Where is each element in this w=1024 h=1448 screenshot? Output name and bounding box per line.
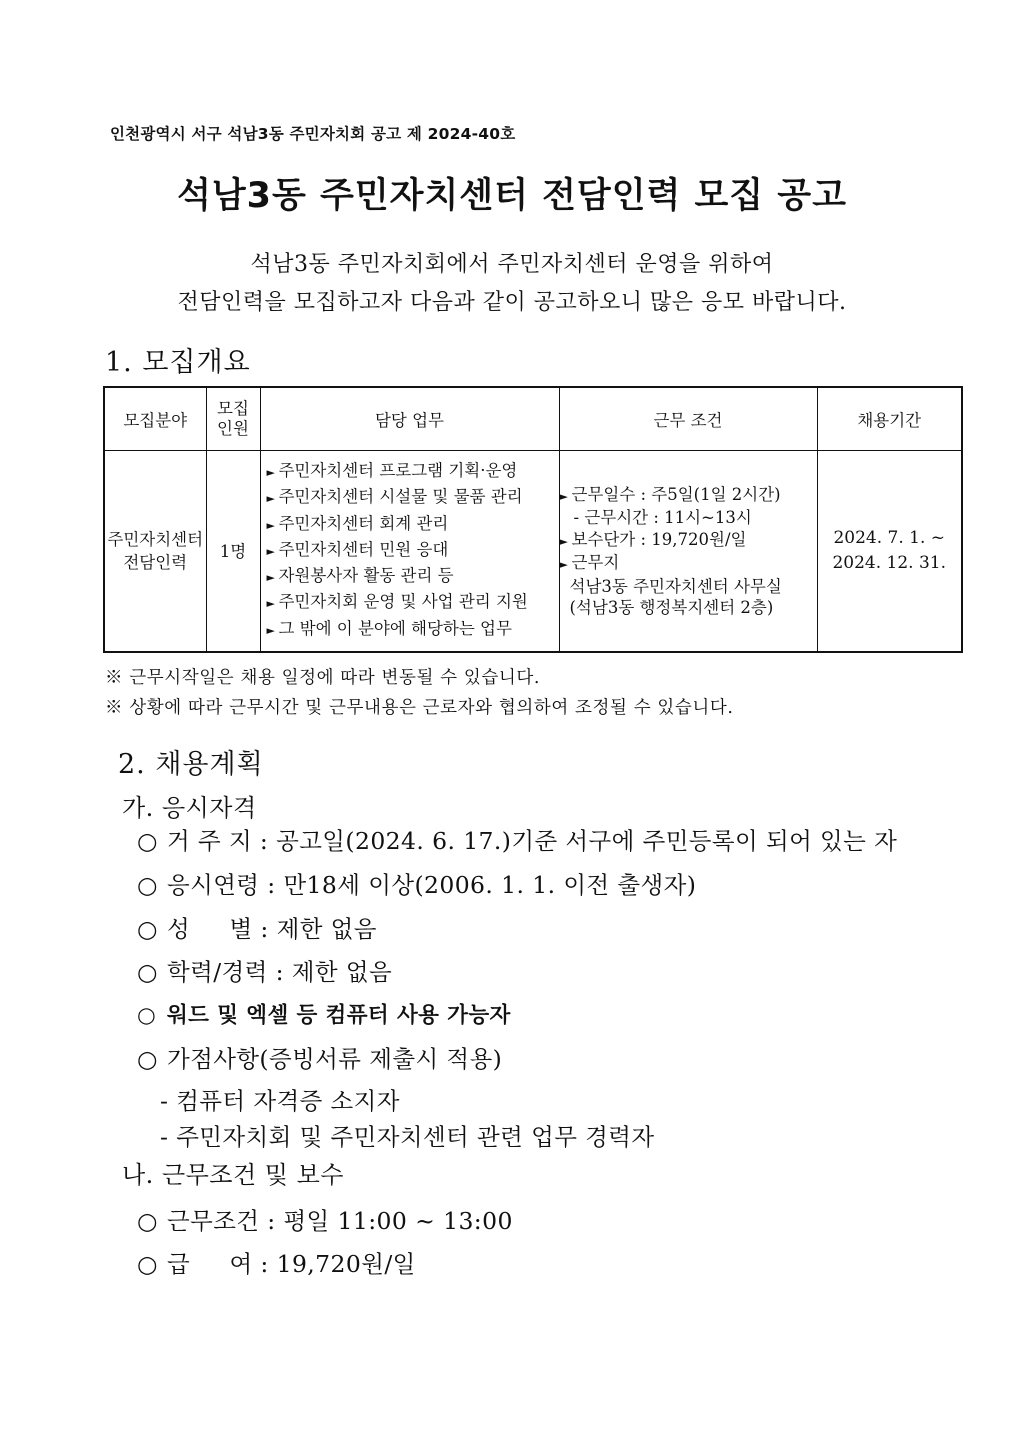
list-item	[137, 866, 696, 900]
list-item	[137, 953, 392, 987]
list-item: - 컴퓨터 자격증 소지자	[160, 1087, 400, 1115]
list-item	[137, 1245, 416, 1279]
circle-bullet-icon: ○	[137, 958, 158, 986]
circle-bullet-icon: ○	[137, 1207, 158, 1235]
list-item	[137, 998, 511, 1029]
list-item	[137, 1202, 513, 1236]
document-title: 석남3동 주민자치센터 전담인력 모집 공고	[177, 176, 847, 216]
table-row	[104, 451, 962, 653]
header-count	[206, 387, 260, 451]
list-item: ► 그 밖에 이 분야에 해당하는 업무	[267, 617, 555, 643]
circle-bullet-icon: ○	[137, 1250, 158, 1278]
cell-conditions	[559, 451, 817, 653]
list-item	[137, 1040, 502, 1074]
list-item: ► 주민자치회 운영 및 사업 관리 지원	[267, 590, 555, 616]
list-item: ► 주민자치센터 시설물 및 물품 관리	[267, 485, 555, 511]
list-item: ► 자원봉사자 활동 관리 등	[267, 564, 555, 590]
list-item: ► 주민자치센터 프로그램 기획·운영	[267, 459, 555, 485]
cell-count: 1명	[206, 451, 260, 653]
section2-heading: 2. 채용계획	[118, 749, 264, 780]
section1-heading: 1. 모집개요	[105, 347, 251, 378]
list-item: ► 주민자치센터 회계 관리	[267, 512, 555, 538]
item-text: 워드 및 엑셀 등 컴퓨터 사용 가능자	[167, 1003, 511, 1028]
note-1: ※ 근무시작일은 채용 일정에 따라 변동될 수 있습니다.	[105, 668, 541, 688]
cell-field	[104, 451, 206, 653]
notice-number: 인천광역시 서구 석남3동 주민자치회 공고 제 2024-40호	[110, 125, 516, 143]
subsection-conditions-heading: 나. 근무조건 및 보수	[122, 1161, 344, 1189]
header-field: 모집분야	[104, 387, 206, 451]
field-line1: 주민자치센터	[107, 530, 204, 549]
condition-hours: - 근무시간 : 11시~13시	[573, 508, 752, 527]
header-duties: 담당 업무	[260, 387, 559, 451]
item-text: 가점사항(증빙서류 제출시 적용)	[167, 1045, 503, 1073]
item-text: 학력/경력 : 제한 없음	[167, 958, 393, 986]
item-text: 거 주 지 : 공고일(2024. 6. 17.)기준 서구에 주민등록이 되어 있는 자	[167, 827, 898, 855]
field-line2: 전담인력	[123, 553, 188, 572]
circle-bullet-icon: ○	[137, 827, 158, 855]
cell-period	[817, 451, 962, 653]
intro-line-2: 전담인력을 모집하고자 다음과 같이 공고하오니 많은 응모 바랍니다.	[177, 290, 847, 315]
item-text: 성 별 : 제한 없음	[167, 915, 377, 943]
condition-pay: ► 보수단가 : 19,720원/일	[560, 529, 817, 553]
header-count-line1: 모집	[217, 399, 249, 418]
duties-list	[261, 459, 559, 643]
period-line2: 2024. 12. 31.	[832, 553, 947, 573]
list-item: ► 주민자치센터 민원 응대	[267, 538, 555, 564]
list-item	[137, 822, 897, 856]
circle-bullet-icon: ○	[137, 1003, 157, 1028]
period-line1: 2024. 7. 1. ~	[833, 528, 946, 548]
subsection-qualifications-heading: 가. 응시자격	[122, 794, 257, 822]
list-item	[137, 910, 377, 944]
circle-bullet-icon: ○	[137, 915, 158, 943]
header-count-line2: 인원	[217, 419, 249, 438]
cell-duties	[260, 451, 559, 653]
circle-bullet-icon: ○	[137, 1045, 158, 1073]
header-conditions: 근무 조건	[559, 387, 817, 451]
circle-bullet-icon: ○	[137, 871, 158, 899]
condition-place-line2: (석남3동 행정복지센터 2층)	[569, 598, 774, 617]
condition-place-line1: 석남3동 주민자치센터 사무실	[569, 576, 782, 596]
intro-line-1: 석남3동 주민자치회에서 주민자치센터 운영을 위하여	[250, 252, 774, 277]
condition-days: ► 근무일수 : 주5일(1일 2시간)	[560, 484, 817, 508]
header-period: 채용기간	[817, 387, 962, 451]
item-text: 급 여 : 19,720원/일	[167, 1250, 416, 1278]
condition-place-label: ► 근무지	[560, 552, 817, 576]
recruitment-overview-table	[103, 386, 963, 653]
table-header-row	[104, 387, 962, 451]
list-item: - 주민자치회 및 주민자치센터 관련 업무 경력자	[160, 1123, 655, 1151]
item-text: 응시연령 : 만18세 이상(2006. 1. 1. 이전 출생자)	[167, 871, 697, 899]
note-2: ※ 상황에 따라 근무시간 및 근무내용은 근로자와 협의하여 조정될 수 있습니다.	[105, 698, 734, 718]
item-text: 근무조건 : 평일 11:00 ~ 13:00	[167, 1207, 513, 1235]
